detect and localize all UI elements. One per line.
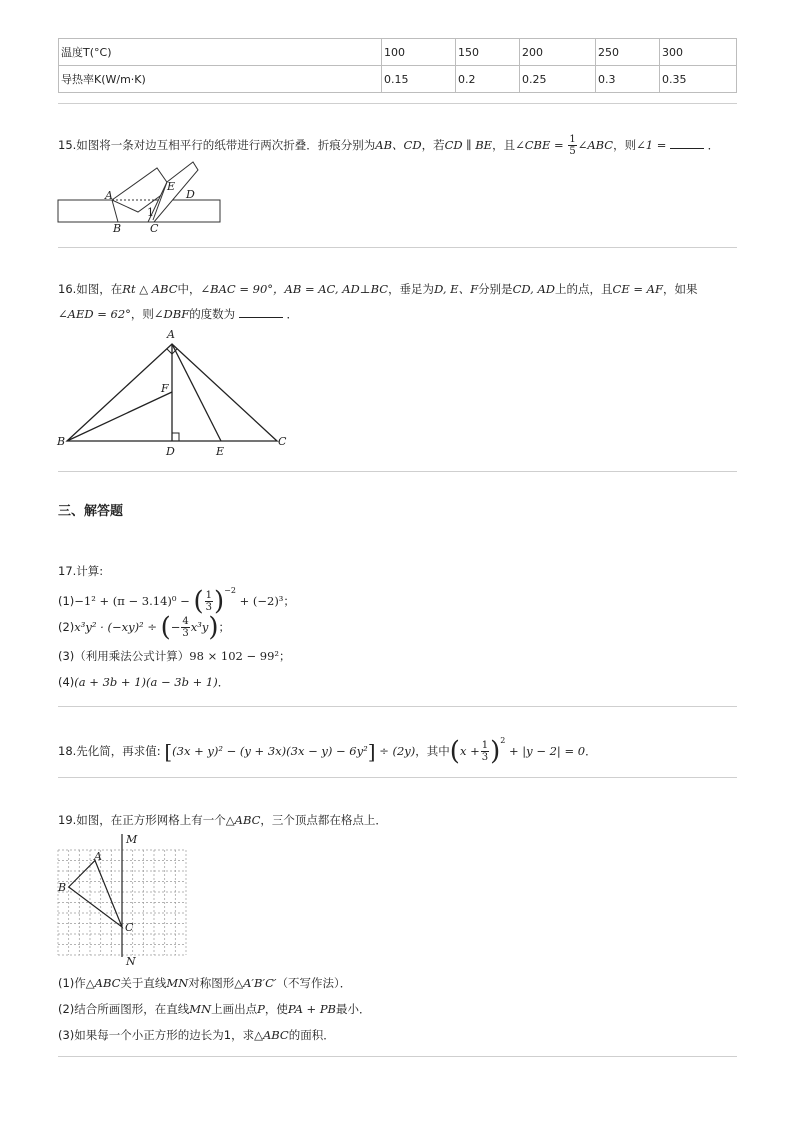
answer-blank[interactable] [670, 138, 704, 149]
question-16-line1: 16.如图，在Rt △ ABC中，∠BAC = 90°，AB = AC, AD⊥BC，垂足为D, E、F分别是CD, AD上的点，且CE = AF，如果 [58, 282, 698, 296]
divider [58, 777, 737, 778]
q15-lead: 15.如图将一条对边互相平行的纸带进行两次折叠．折痕分别为 [58, 138, 376, 152]
label-A: A [105, 189, 113, 202]
q19-grid-figure [55, 832, 195, 967]
q16-figure [55, 326, 295, 461]
question-17-title: 17.计算: [58, 564, 104, 578]
table-cell: 300 [660, 39, 737, 66]
temperature-conductivity-table [58, 38, 737, 93]
q17-part-3: (3)（利用乘法公式计算）98 × 102 − 99²； [58, 649, 291, 663]
table-cell: 0.15 [382, 66, 456, 93]
table-cell: 100 [382, 39, 456, 66]
table-cell: 0.3 [596, 66, 660, 93]
q19-part-1: (1)作△ABC关于直线MN对称图形△A′B′C′（不写作法）． [58, 976, 352, 990]
label-B: B [58, 881, 67, 894]
divider [58, 706, 737, 707]
question-18-text: 18.先化简，再求值: [(3x + y)² − (y + 3x)(3x − y) − 6y²] ÷ (2y)，其中(x + $\frac{1}{3}$ )$^2$ + |y − 2| = 0． [58, 736, 597, 767]
table-cell: 0.35 [660, 66, 737, 93]
label-C: C [278, 435, 287, 448]
table-cell: 0.25 [520, 66, 596, 93]
q15-tail: ． [707, 138, 720, 152]
q17-part-4: (4)(a + 3b + 1)(a − 3b + 1)． [58, 675, 230, 689]
label-D: D [186, 188, 195, 201]
label-M: M [126, 833, 138, 846]
table-cell: 200 [520, 39, 596, 66]
row-label: 温度T(°C) [59, 39, 382, 66]
table-cell: 250 [596, 39, 660, 66]
line-bf [67, 392, 172, 441]
table-row [59, 66, 737, 93]
label-E: E [167, 180, 176, 193]
q17-part-1: (1)−1² + (π − 3.14)⁰ − ( $\frac{1}{3}$ )$^{-2}$ + (−2)³； [58, 586, 295, 617]
q15-text: ，若 [421, 138, 445, 152]
q19-part-2: (2)结合所画图形，在直线MN上画出点P，使PA + PB最小． [58, 1002, 371, 1016]
row-label: 导热率K(W/m·K) [59, 66, 382, 93]
crease-ab [112, 200, 118, 222]
q15-figure [55, 160, 235, 240]
divider [58, 1056, 737, 1057]
question-19-text: 19.如图，在正方形网格上有一个△ABC，三个顶点都在格点上． [58, 813, 387, 827]
label-F: F [161, 382, 169, 395]
triangle-abc [69, 861, 122, 928]
label-D: D [166, 445, 175, 458]
q15-math: ∠CBE = [515, 138, 564, 152]
table-row [59, 39, 737, 66]
q19-part-3: (3)如果每一个小正方形的边长为1，求△ABC的面积． [58, 1028, 335, 1042]
q15-math: CD ∥ BE [444, 138, 493, 152]
label-B: B [113, 222, 122, 235]
table-cell: 0.2 [456, 66, 520, 93]
label-E: E [216, 445, 225, 458]
answer-blank[interactable] [239, 307, 283, 318]
divider [58, 103, 737, 104]
label-B: B [57, 435, 66, 448]
question-16-line2: ∠AED = 62°，则∠DBF的度数为 ． [58, 307, 298, 321]
label-C: C [150, 222, 159, 235]
label-A: A [167, 328, 175, 341]
label-N: N [126, 955, 136, 967]
q17-part-2: (2)x³y² · (−xy)² ÷ (− $\frac{4}{3}$ x³y)； [58, 612, 231, 643]
right-angle-d [172, 433, 179, 441]
section-title: 三、解答题 [58, 504, 124, 519]
label-A: A [94, 850, 102, 863]
q15-math: ∠ABC [577, 138, 614, 152]
question-15-text [58, 134, 719, 157]
q15-math: AB、CD [375, 138, 422, 152]
divider [58, 471, 737, 472]
label-1: 1 [147, 206, 154, 219]
q15-text: ，且 [492, 138, 516, 152]
table-cell: 150 [456, 39, 520, 66]
label-C: C [125, 921, 134, 934]
fraction: $\frac{1}{5}$ [569, 134, 576, 157]
divider [58, 247, 737, 248]
line-ae [172, 344, 221, 441]
q15-math: ∠1 = [636, 138, 667, 152]
q15-text: ，则 [613, 138, 637, 152]
